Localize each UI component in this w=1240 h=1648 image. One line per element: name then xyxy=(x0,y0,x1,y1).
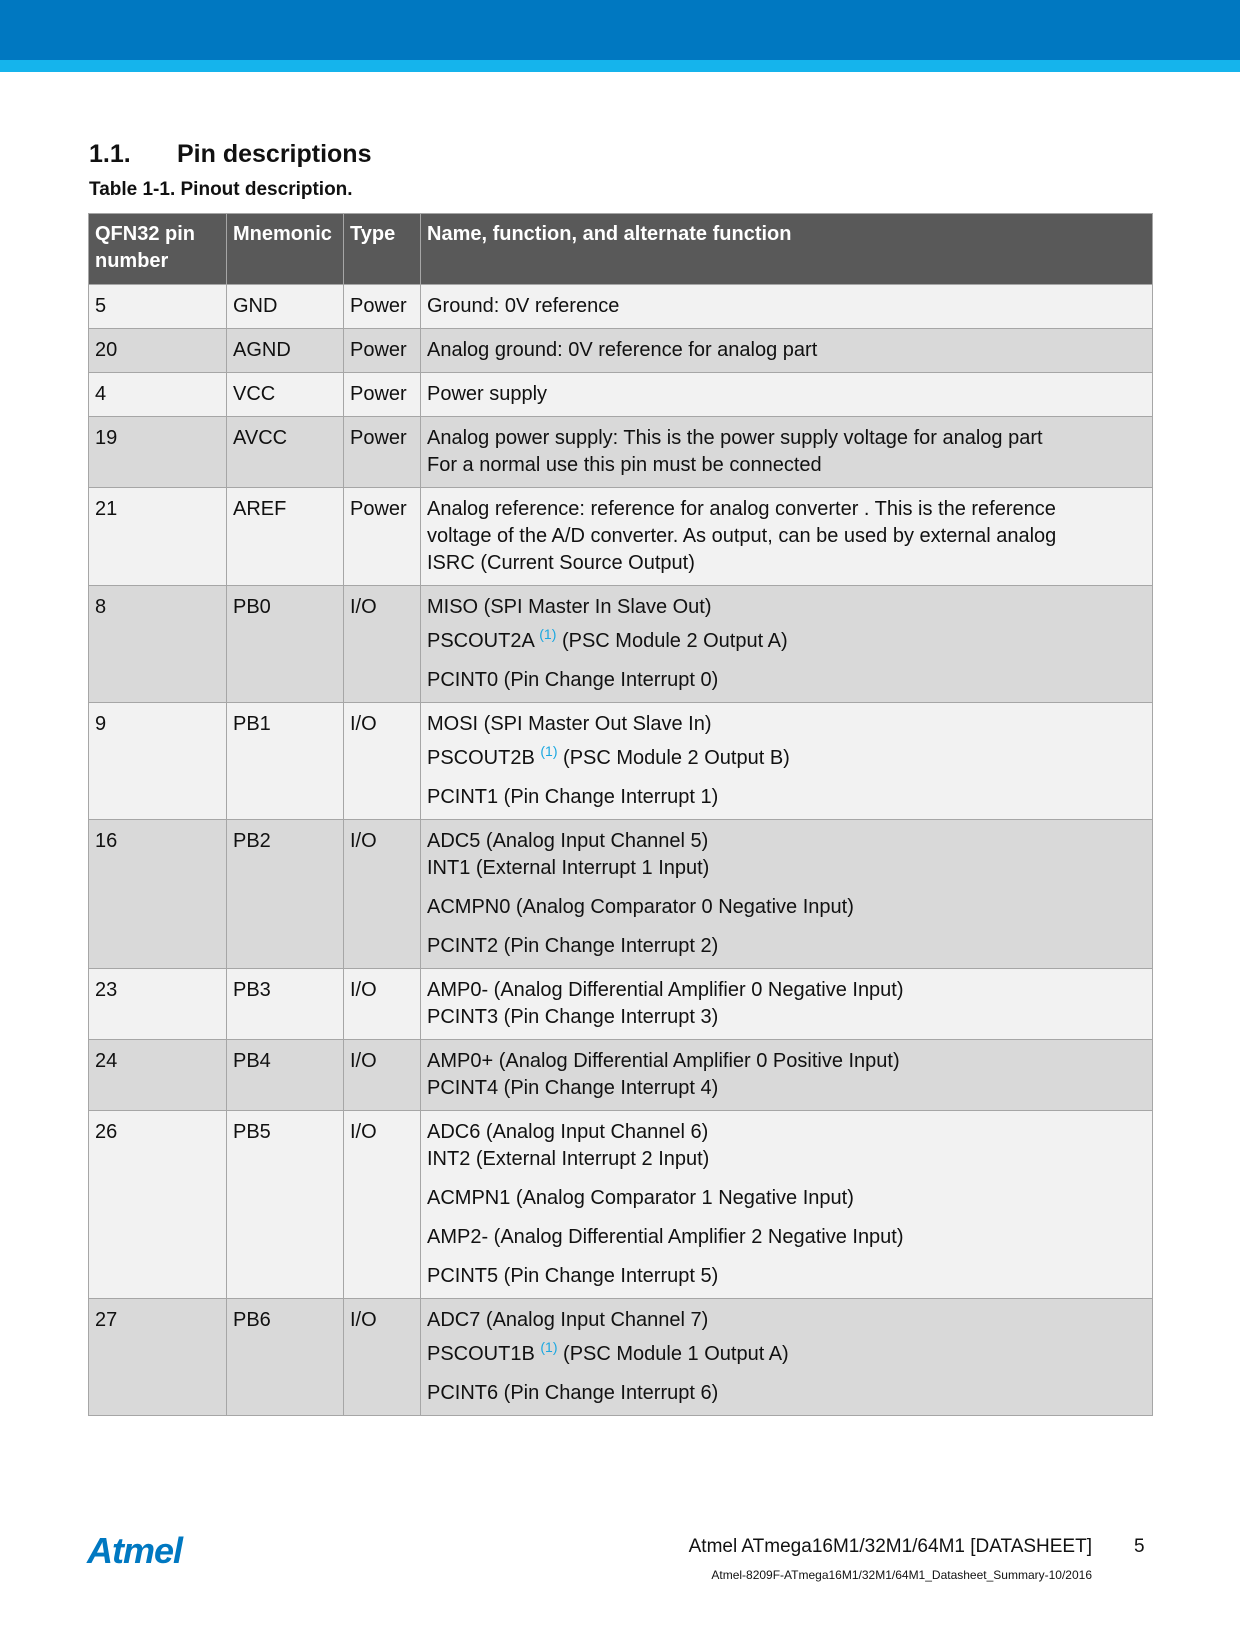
footnote-ref[interactable]: (1) xyxy=(540,743,558,759)
cell-pin: 5 xyxy=(89,285,227,329)
function-line xyxy=(427,337,1146,364)
table-caption: Table 1-1. Pinout description. xyxy=(89,179,353,200)
cell-pin: 24 xyxy=(89,1040,227,1111)
function-line xyxy=(427,1146,1146,1173)
footnote-ref[interactable]: (1) xyxy=(539,626,557,642)
table-row xyxy=(89,820,1153,969)
cell-pin: 16 xyxy=(89,820,227,969)
cell-function xyxy=(421,586,1153,703)
page-number: 5 xyxy=(1134,1536,1145,1557)
function-line xyxy=(427,894,1146,921)
table-row xyxy=(89,586,1153,703)
cell-mnemonic: VCC xyxy=(227,373,344,417)
footer-title: Atmel ATmega16M1/32M1/64M1 [DATASHEET] xyxy=(688,1536,1092,1557)
function-text: PCINT5 (Pin Change Interrupt 5) xyxy=(427,1265,719,1287)
function-text: Analog power supply: This is the power supply voltage for analog part xyxy=(427,427,1043,449)
footer-doc-id: Atmel-8209F-ATmega16M1/32M1/64M1_Datasheet_Summary-10/2016 xyxy=(711,1568,1092,1582)
cell-function xyxy=(421,417,1153,488)
cell-mnemonic: PB6 xyxy=(227,1299,344,1416)
section-title: Pin descriptions xyxy=(177,140,372,168)
cell-function xyxy=(421,969,1153,1040)
function-line xyxy=(427,1075,1146,1102)
table-row xyxy=(89,703,1153,820)
cell-type: I/O xyxy=(344,969,421,1040)
function-text: PCINT4 (Pin Change Interrupt 4) xyxy=(427,1077,719,1099)
cell-mnemonic: PB2 xyxy=(227,820,344,969)
cell-function xyxy=(421,820,1153,969)
table-body xyxy=(89,285,1153,1416)
function-text: voltage of the A/D converter. As output, can be used by external analog xyxy=(427,525,1057,547)
function-text: For a normal use this pin must be connected xyxy=(427,454,822,476)
cell-type: I/O xyxy=(344,703,421,820)
cell-pin: 20 xyxy=(89,329,227,373)
function-text: AMP0+ (Analog Differential Amplifier 0 Positive Input) xyxy=(427,1050,900,1072)
table-row xyxy=(89,1111,1153,1299)
cell-pin: 4 xyxy=(89,373,227,417)
section-heading xyxy=(89,140,371,169)
function-line xyxy=(427,550,1146,577)
function-text: ACMPN1 (Analog Comparator 1 Negative Input) xyxy=(427,1187,854,1209)
cell-mnemonic: GND xyxy=(227,285,344,329)
function-text-suffix: (PSC Module 2 Output B) xyxy=(557,747,790,769)
function-line xyxy=(427,1224,1146,1251)
cell-type: I/O xyxy=(344,1040,421,1111)
function-text: PCINT3 (Pin Change Interrupt 3) xyxy=(427,1006,719,1028)
cell-pin: 9 xyxy=(89,703,227,820)
cell-function xyxy=(421,1040,1153,1111)
function-line xyxy=(427,828,1146,855)
function-text: PSCOUT2A xyxy=(427,630,534,652)
section-number: 1.1. xyxy=(89,140,131,168)
function-text: PCINT0 (Pin Change Interrupt 0) xyxy=(427,669,719,691)
function-text-suffix: (PSC Module 1 Output A) xyxy=(557,1343,789,1365)
function-text-suffix: (PSC Module 2 Output A) xyxy=(556,630,788,652)
cell-pin: 8 xyxy=(89,586,227,703)
function-line xyxy=(427,738,1146,772)
function-text: Analog ground: 0V reference for analog part xyxy=(427,339,818,361)
cell-mnemonic: PB5 xyxy=(227,1111,344,1299)
function-line xyxy=(427,425,1146,452)
atmel-logo: Atmel xyxy=(87,1530,183,1571)
cell-pin: 21 xyxy=(89,488,227,586)
table-row xyxy=(89,373,1153,417)
function-text: PSCOUT1B xyxy=(427,1343,535,1365)
function-line xyxy=(427,933,1146,960)
table-header-row xyxy=(89,214,1153,285)
function-line xyxy=(427,381,1146,408)
header-pin-number: QFN32 pin number xyxy=(89,214,227,285)
table-row xyxy=(89,488,1153,586)
function-text: MOSI (SPI Master Out Slave In) xyxy=(427,713,712,735)
cell-type: I/O xyxy=(344,1111,421,1299)
function-text: Power supply xyxy=(427,383,548,405)
function-line xyxy=(427,1263,1146,1290)
cell-type: Power xyxy=(344,417,421,488)
header-type: Type xyxy=(344,214,421,285)
function-text: AMP2- (Analog Differential Amplifier 2 Negative Input) xyxy=(427,1226,904,1248)
cell-pin: 23 xyxy=(89,969,227,1040)
cell-function xyxy=(421,703,1153,820)
cell-function xyxy=(421,285,1153,329)
cell-pin: 19 xyxy=(89,417,227,488)
function-text: MISO (SPI Master In Slave Out) xyxy=(427,596,712,618)
cell-pin: 26 xyxy=(89,1111,227,1299)
function-line xyxy=(427,621,1146,655)
header-stripe xyxy=(0,60,1240,72)
function-line xyxy=(427,667,1146,694)
function-line xyxy=(427,1048,1146,1075)
function-line xyxy=(427,1004,1146,1031)
cell-type: I/O xyxy=(344,1299,421,1416)
cell-mnemonic: AVCC xyxy=(227,417,344,488)
header-function: Name, function, and alternate function xyxy=(421,214,1153,285)
function-text: PCINT6 (Pin Change Interrupt 6) xyxy=(427,1382,719,1404)
function-line xyxy=(427,1185,1146,1212)
function-line xyxy=(427,711,1146,738)
cell-function xyxy=(421,1299,1153,1416)
function-text: PCINT1 (Pin Change Interrupt 1) xyxy=(427,786,719,808)
table-row xyxy=(89,417,1153,488)
function-line xyxy=(427,1380,1146,1407)
function-line xyxy=(427,594,1146,621)
cell-mnemonic: AGND xyxy=(227,329,344,373)
function-text: Analog reference: reference for analog converter . This is the reference xyxy=(427,498,1056,520)
function-line xyxy=(427,977,1146,1004)
function-line xyxy=(427,1119,1146,1146)
function-text: PSCOUT2B xyxy=(427,747,535,769)
function-text: ISRC (Current Source Output) xyxy=(427,552,695,574)
cell-mnemonic: PB4 xyxy=(227,1040,344,1111)
function-text: ADC6 (Analog Input Channel 6) xyxy=(427,1121,709,1143)
function-line xyxy=(427,855,1146,882)
cell-mnemonic: PB1 xyxy=(227,703,344,820)
pinout-table xyxy=(88,213,1153,1416)
cell-type: Power xyxy=(344,285,421,329)
cell-pin: 27 xyxy=(89,1299,227,1416)
function-line xyxy=(427,293,1146,320)
cell-type: I/O xyxy=(344,586,421,703)
table-row xyxy=(89,329,1153,373)
cell-mnemonic: PB0 xyxy=(227,586,344,703)
table-row xyxy=(89,1299,1153,1416)
footnote-ref[interactable]: (1) xyxy=(540,1339,558,1355)
function-text: AMP0- (Analog Differential Amplifier 0 Negative Input) xyxy=(427,979,904,1001)
cell-function xyxy=(421,488,1153,586)
cell-type: Power xyxy=(344,329,421,373)
cell-mnemonic: PB3 xyxy=(227,969,344,1040)
cell-function xyxy=(421,373,1153,417)
function-line xyxy=(427,784,1146,811)
function-line xyxy=(427,496,1146,523)
cell-mnemonic: AREF xyxy=(227,488,344,586)
cell-type: I/O xyxy=(344,820,421,969)
cell-type: Power xyxy=(344,488,421,586)
cell-type: Power xyxy=(344,373,421,417)
table-row xyxy=(89,285,1153,329)
function-text: ADC5 (Analog Input Channel 5) xyxy=(427,830,709,852)
function-line xyxy=(427,1334,1146,1368)
function-text: ADC7 (Analog Input Channel 7) xyxy=(427,1309,709,1331)
function-text: ACMPN0 (Analog Comparator 0 Negative Input) xyxy=(427,896,854,918)
function-text: PCINT2 (Pin Change Interrupt 2) xyxy=(427,935,719,957)
header-mnemonic: Mnemonic xyxy=(227,214,344,285)
function-line xyxy=(427,1307,1146,1334)
function-text: INT1 (External Interrupt 1 Input) xyxy=(427,857,710,879)
function-text: INT2 (External Interrupt 2 Input) xyxy=(427,1148,710,1170)
table-row xyxy=(89,1040,1153,1111)
cell-function xyxy=(421,1111,1153,1299)
table-row xyxy=(89,969,1153,1040)
function-line xyxy=(427,523,1146,550)
function-text: Ground: 0V reference xyxy=(427,295,620,317)
cell-function xyxy=(421,329,1153,373)
header-band xyxy=(0,0,1240,60)
function-line xyxy=(427,452,1146,479)
